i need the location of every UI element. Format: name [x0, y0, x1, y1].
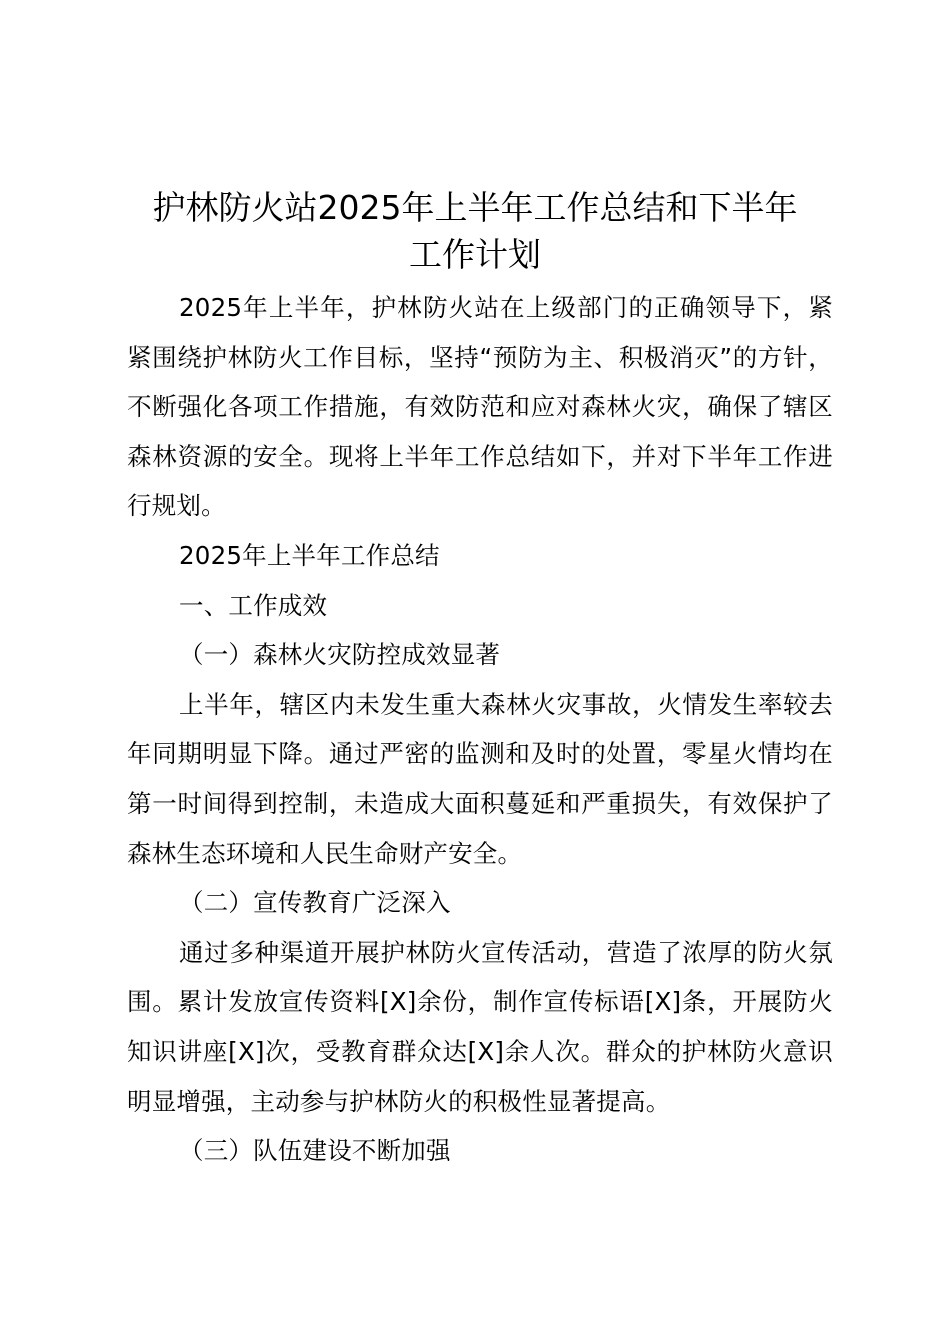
intro-paragraph: 2025年上半年，护林防火站在上级部门的正确领导下，紧紧围绕护林防火工作目标，坚持“预防为主、积极消灭”的方针，不断强化各项工作措施，有效防范和应对森林火灾，确保了辖区森林资源的安全。现将上半年工作总结如下，并对下半年工作进行规划。 — [127, 293, 833, 521]
subsection-3-title: （三）队伍建设不断加强 — [179, 1136, 451, 1166]
section-title: 2025年上半年工作总结 — [179, 540, 440, 570]
subsection-1-title: （一）森林火灾防控成效显著 — [179, 640, 501, 670]
subsection-2-title: （二）宣传教育广泛深入 — [179, 888, 451, 918]
document-body — [127, 283, 833, 1176]
document-title-line-2: 工作计划 — [409, 235, 541, 274]
subsection-1-body: 上半年，辖区内未发生重大森林火灾事故，火情发生率较去年同期明显下降。通过严密的监测和及时的处置，零星火情均在第一时间得到控制，未造成大面积蔓延和严重损失，有效保护了森林生态环境和人民生命财产安全。 — [127, 689, 833, 868]
part-1-title: 一、工作成效 — [179, 590, 328, 620]
document-title-line-1: 护林防火站2025年上半年工作总结和下半年 — [152, 188, 798, 227]
subsection-2-body: 通过多种渠道开展护林防火宣传活动，营造了浓厚的防火氛围。累计发放宣传资料[X]余份，制作宣传标语[X]条，开展防火知识讲座[X]次，受教育群众达[X]余人次。群众的护林防火意识明显增强，主动参与护林防火的积极性显著提高。 — [127, 937, 833, 1116]
